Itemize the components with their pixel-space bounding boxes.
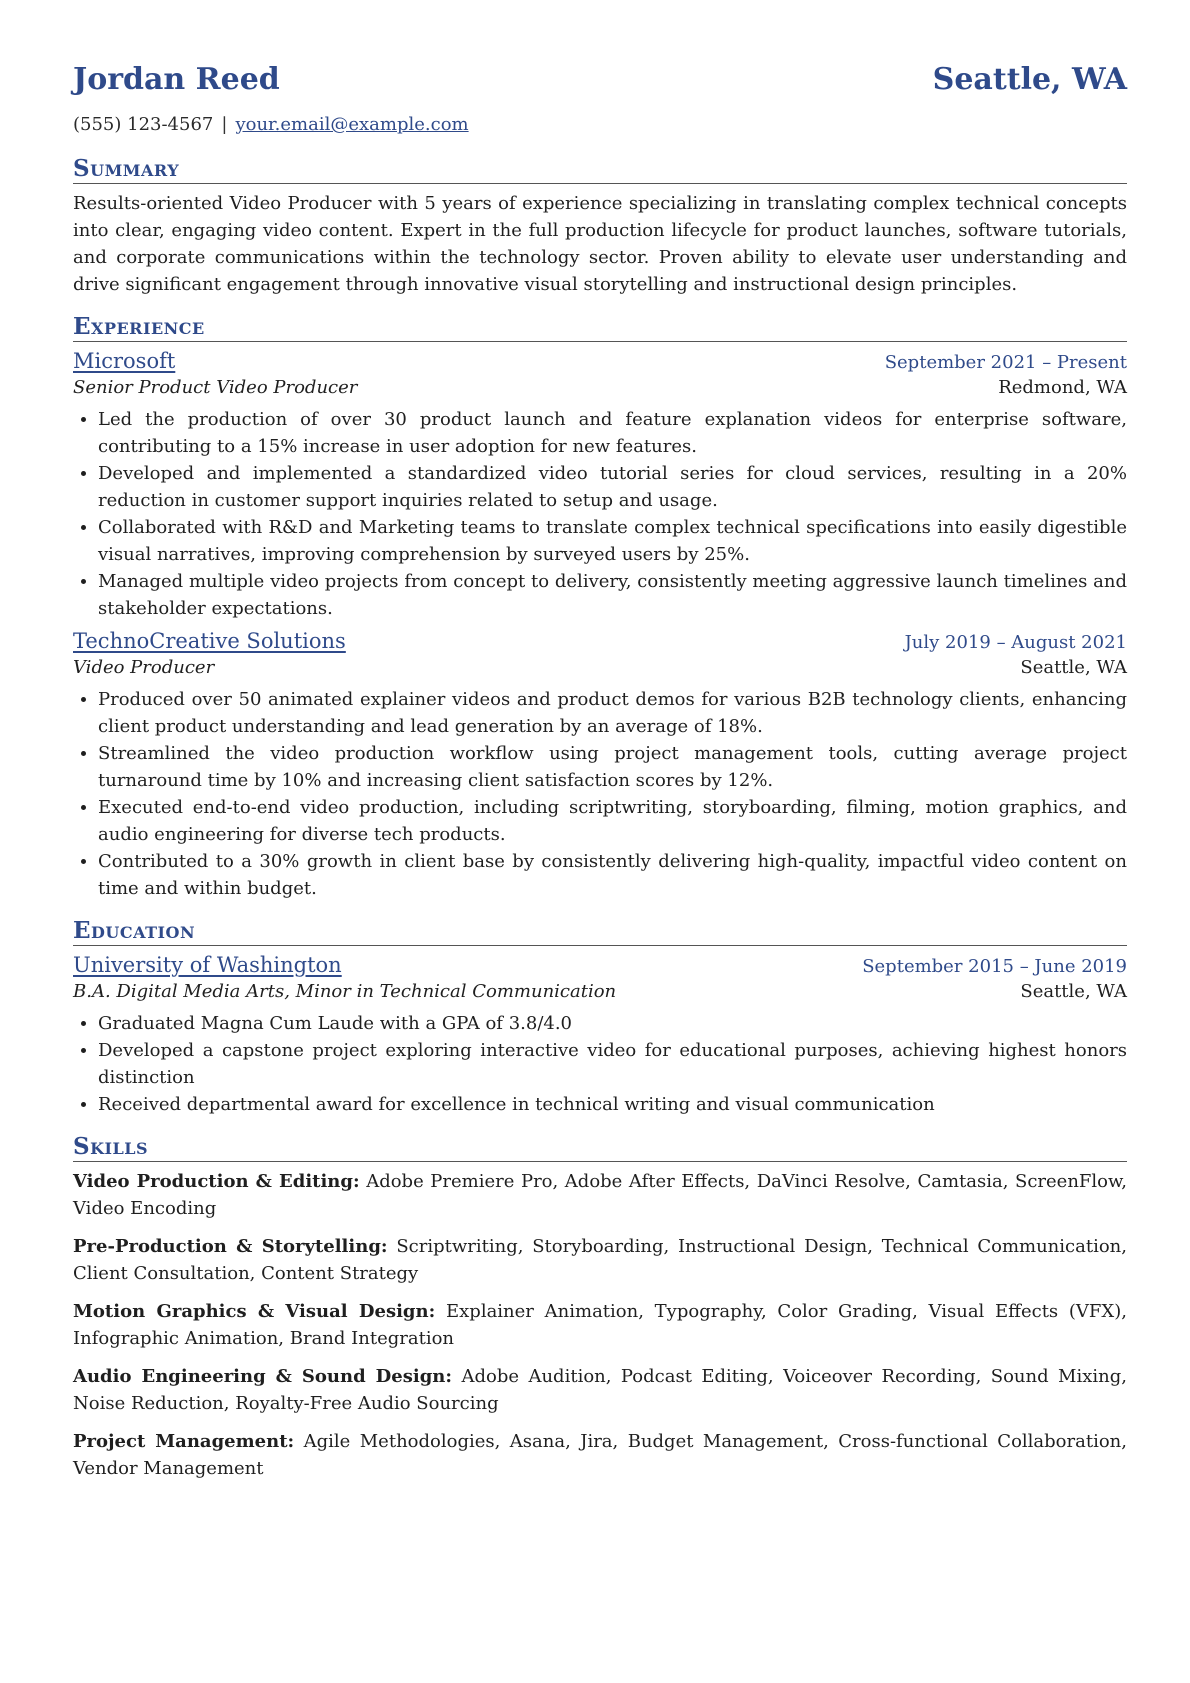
- skill-value: Adobe Premiere Pro, Adobe After Effects, DaVinci Resolve, Camtasia, ScreenFlow, Video Encoding: [73, 1171, 1127, 1219]
- education-dates: September 2015 – June 2019: [862, 956, 1127, 977]
- skill-value: Explainer Animation, Typography, Color Grading, Visual Effects (VFX), Infographic Animation, Brand Integration: [73, 1301, 1127, 1349]
- bullet-item: • Managed multiple video projects from concept to delivery, consistently meeting aggressive launch timelines and stakeholder expectations.: [98, 568, 1127, 622]
- skill-row: [73, 1363, 1127, 1417]
- skill-label: Pre-Production & Storytelling:: [73, 1236, 388, 1257]
- skills-section: [73, 1131, 1127, 1482]
- skill-value: Scriptwriting, Storyboarding, Instructional Design, Technical Communication, Client Consultation, Content Strategy: [73, 1236, 1127, 1284]
- contact-line: [73, 114, 1127, 140]
- skill-label: Video Production & Editing:: [73, 1171, 360, 1192]
- bullet-item: • Developed a capstone project exploring interactive video for educational purposes, achieving highest honors distinction: [98, 1037, 1127, 1091]
- section-title-summary: Summary: [73, 153, 1127, 184]
- section-title-experience: Experience: [73, 311, 1127, 342]
- bullet-item: • Developed and implemented a standardized video tutorial series for cloud services, resulting in a 20% reduction in customer support inquiries related to setup and usage.: [98, 460, 1127, 514]
- resume-page: [73, 62, 1127, 1493]
- phone-number: (555) 123-4567: [73, 114, 214, 135]
- bullet-item: • Received departmental award for excellence in technical writing and visual communication: [98, 1091, 1127, 1118]
- candidate-location: Seattle, WA: [932, 62, 1127, 97]
- bullet-item: • Collaborated with R&D and Marketing teams to translate complex technical specifications into easily digestible visual narratives, improving comprehension by surveyed users by 25%.: [98, 514, 1127, 568]
- skill-value: Adobe Audition, Podcast Editing, Voiceover Recording, Sound Mixing, Noise Reduction, Royalty-Free Audio Sourcing: [73, 1366, 1127, 1414]
- section-title-skills: Skills: [73, 1131, 1127, 1162]
- skill-row: [73, 1168, 1127, 1222]
- skill-label: Motion Graphics & Visual Design:: [73, 1301, 436, 1322]
- job-location: Seattle, WA: [1020, 657, 1127, 678]
- job-bullets: [73, 686, 1127, 902]
- skill-row: [73, 1298, 1127, 1352]
- school-name: University of Washington: [73, 953, 342, 977]
- job-title: Video Producer: [73, 657, 215, 678]
- school-location: Seattle, WA: [1020, 981, 1127, 1002]
- header: [73, 62, 1127, 104]
- skill-row: [73, 1233, 1127, 1287]
- summary-section: [73, 153, 1127, 298]
- job-entry-technocreative: [73, 629, 1127, 902]
- job-dates: July 2019 – August 2021: [904, 632, 1127, 653]
- education-section: [73, 915, 1127, 1118]
- company-name: Microsoft: [73, 349, 176, 373]
- job-location: Redmond, WA: [998, 377, 1127, 398]
- skill-label: Project Management:: [73, 1431, 295, 1452]
- bullet-item: • Executed end-to-end video production, including scriptwriting, storyboarding, filming, motion graphics, and audio engineering for diverse tech products.: [98, 794, 1127, 848]
- education-bullets: [73, 1010, 1127, 1118]
- company-name: TechnoCreative Solutions: [73, 629, 346, 653]
- bullet-item: • Contributed to a 30% growth in client base by consistently delivering high-quality, impactful video content on time and within budget.: [98, 848, 1127, 902]
- bullet-item: • Streamlined the video production workflow using project management tools, cutting average project turnaround time by 10% and increasing client satisfaction scores by 12%.: [98, 740, 1127, 794]
- bullet-item: • Led the production of over 30 product launch and feature explanation videos for enterprise software, contributing to a 15% increase in user adoption for new features.: [98, 406, 1127, 460]
- summary-text: Results-oriented Video Producer with 5 years of experience specializing in translating complex technical concepts into clear, engaging video content. Expert in the full production lifecycle for product launches, software tutorials, and corporate communications within the technology sector. Proven ability to elevate user understanding and drive significant engagement through innovative visual storytelling and instructional design principles.: [73, 193, 1127, 295]
- education-entry: [73, 953, 1127, 1118]
- bullet-item: • Graduated Magna Cum Laude with a GPA of 3.8/4.0: [98, 1010, 1127, 1037]
- skill-value: Agile Methodologies, Asana, Jira, Budget Management, Cross-functional Collaboration, Vendor Management: [73, 1431, 1127, 1479]
- degree: B.A. Digital Media Arts, Minor in Technical Communication: [73, 981, 617, 1002]
- job-title: Senior Product Video Producer: [73, 377, 358, 398]
- email-link[interactable]: your.email@example.com: [235, 114, 469, 135]
- candidate-name: Jordan Reed: [73, 62, 280, 97]
- contact-separator: |: [221, 114, 228, 135]
- experience-section: [73, 311, 1127, 902]
- skill-row: [73, 1428, 1127, 1482]
- job-dates: September 2021 – Present: [884, 352, 1127, 373]
- skill-label: Audio Engineering & Sound Design:: [73, 1366, 453, 1387]
- section-title-education: Education: [73, 915, 1127, 946]
- job-entry-microsoft: [73, 349, 1127, 622]
- bullet-item: • Produced over 50 animated explainer videos and product demos for various B2B technology clients, enhancing client product understanding and lead generation by an average of 18%.: [98, 686, 1127, 740]
- job-bullets: [73, 406, 1127, 622]
